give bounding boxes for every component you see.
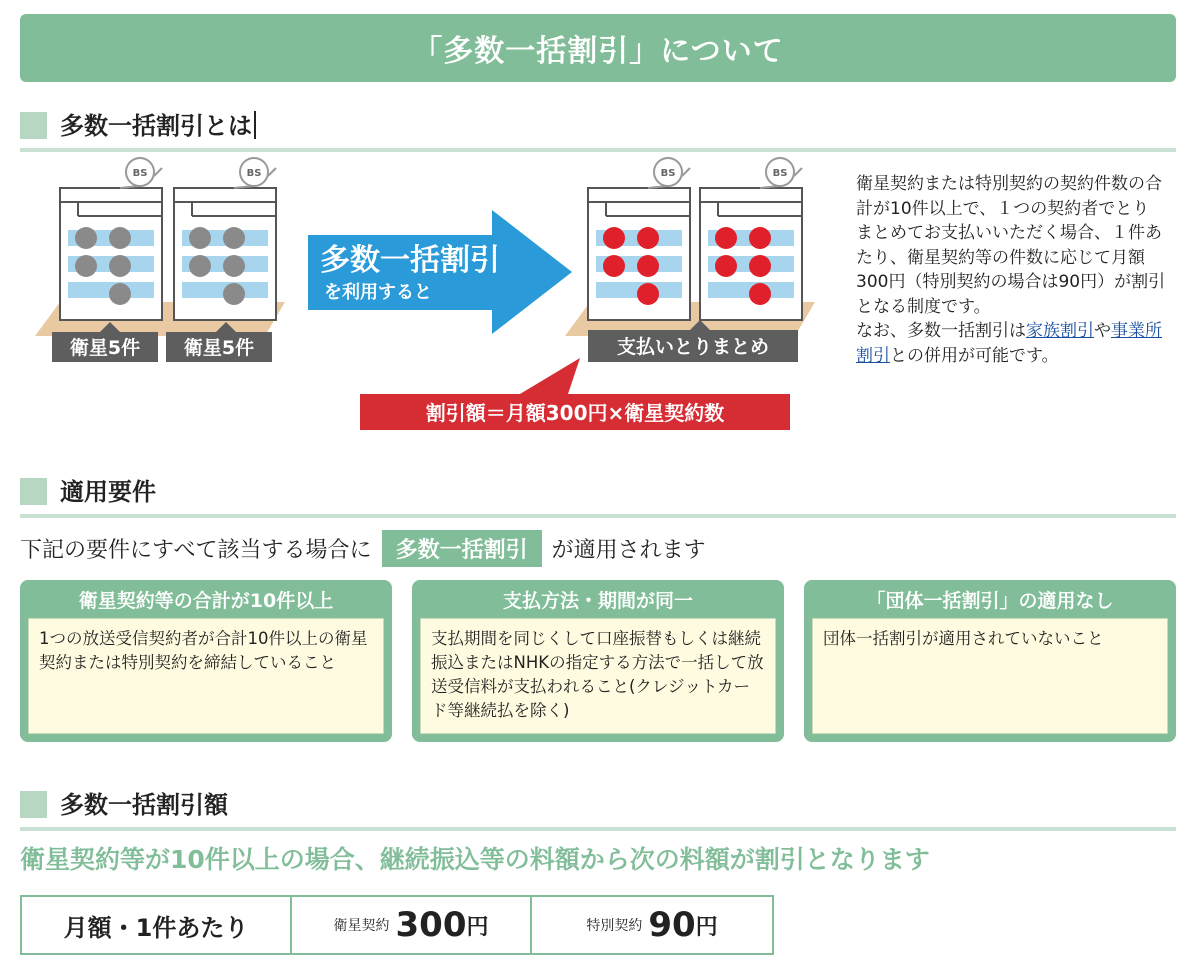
lead-post: が適用されます bbox=[551, 537, 706, 563]
left-label-1: 衛星5件 bbox=[69, 337, 141, 359]
section-title-requirements: 適用要件 bbox=[60, 478, 156, 506]
card-title: 「団体一括割引」の適用なし bbox=[866, 589, 1114, 612]
requirement-cards bbox=[20, 580, 1176, 742]
section-title-what: 多数一括割引とは bbox=[60, 112, 252, 140]
price-satellite bbox=[292, 897, 532, 953]
arrow-main-text: 多数一括割引 bbox=[320, 243, 500, 278]
satellite-yen: 円 bbox=[466, 914, 489, 940]
special-yen: 円 bbox=[695, 914, 718, 940]
section-marker bbox=[20, 112, 47, 139]
requirements-lead bbox=[20, 528, 706, 568]
section-title-amount: 多数一括割引額 bbox=[60, 791, 228, 819]
card-body: 団体一括割引が適用されていないこと bbox=[812, 618, 1168, 734]
building-left-1 bbox=[60, 158, 162, 320]
price-special bbox=[532, 897, 772, 953]
section-rule bbox=[20, 514, 1176, 518]
requirement-card-group bbox=[804, 580, 1176, 742]
office-discount-link[interactable]: 事業所割引 bbox=[856, 321, 1162, 366]
price-table-header: 月額・1件あたり bbox=[22, 897, 292, 953]
description-p2-pre: なお、多数一括割引は bbox=[856, 321, 1026, 341]
card-title: 支払方法・期間が同一 bbox=[502, 589, 693, 612]
formula-text: 割引額＝月額300円×衛星契約数 bbox=[425, 401, 725, 425]
description-p2-post: との併用が可能です。 bbox=[890, 345, 1059, 366]
section-heading-what bbox=[20, 104, 1176, 144]
lead-pill: 多数一括割引 bbox=[382, 530, 542, 567]
description-p2-mid: や bbox=[1094, 321, 1111, 341]
card-title: 衛星契約等の合計が10件以上 bbox=[78, 589, 334, 612]
section-rule bbox=[20, 827, 1176, 831]
arrow-sub-text: を利用すると bbox=[324, 282, 432, 303]
satellite-value: 300 bbox=[395, 905, 467, 945]
price-table bbox=[20, 895, 774, 955]
section-heading-amount bbox=[20, 783, 1176, 823]
family-discount-link[interactable]: 家族割引 bbox=[1026, 321, 1094, 341]
description bbox=[856, 172, 1166, 368]
special-label: 特別契約 bbox=[586, 918, 643, 934]
requirement-card-payment bbox=[412, 580, 784, 742]
bs-label: BS bbox=[132, 168, 148, 179]
building-right-2 bbox=[700, 158, 802, 320]
description-p2 bbox=[856, 319, 1166, 368]
description-p1: 衛星契約または特別契約の契約件数の合計が10件以上で、１つの契約者でとりまとめてお支払いいただく場合、１件あたり、衛星契約等の件数に応じて月額300円（特別契約の場合は90円）が割引となる制度です。 bbox=[856, 174, 1166, 317]
card-body: 支払期間を同じくして口座振替もしくは継続振込またはNHKの指定する方法で一括して放送受信料が支払われること(クレジットカード等継続払を除く) bbox=[420, 618, 776, 734]
special-value: 90 bbox=[648, 905, 696, 945]
text-caret bbox=[254, 111, 256, 139]
left-label-2: 衛星5件 bbox=[183, 337, 255, 359]
section-marker bbox=[20, 478, 47, 505]
bs-label: BS bbox=[660, 168, 676, 179]
requirement-card-count bbox=[20, 580, 392, 742]
satellite-label: 衛星契約 bbox=[333, 918, 390, 934]
building-right-1 bbox=[588, 158, 690, 320]
bs-label: BS bbox=[246, 168, 262, 179]
building-left-2 bbox=[174, 158, 276, 320]
discount-illustration bbox=[20, 150, 820, 440]
page-banner bbox=[20, 14, 1176, 82]
bs-label: BS bbox=[772, 168, 788, 179]
lead-pre: 下記の要件にすべて該当する場合に bbox=[20, 537, 372, 563]
page-title: 「多数一括割引」について bbox=[412, 34, 784, 69]
right-label: 支払いとりまとめ bbox=[616, 336, 770, 358]
section-heading-requirements bbox=[20, 470, 1176, 510]
amount-headline: 衛星契約等が10件以上の場合、継続振込等の料額から次の料額が割引となります bbox=[20, 845, 930, 874]
card-body: 1つの放送受信契約者が合計10件以上の衛星契約または特別契約を締結していること bbox=[28, 618, 384, 734]
section-marker bbox=[20, 791, 47, 818]
